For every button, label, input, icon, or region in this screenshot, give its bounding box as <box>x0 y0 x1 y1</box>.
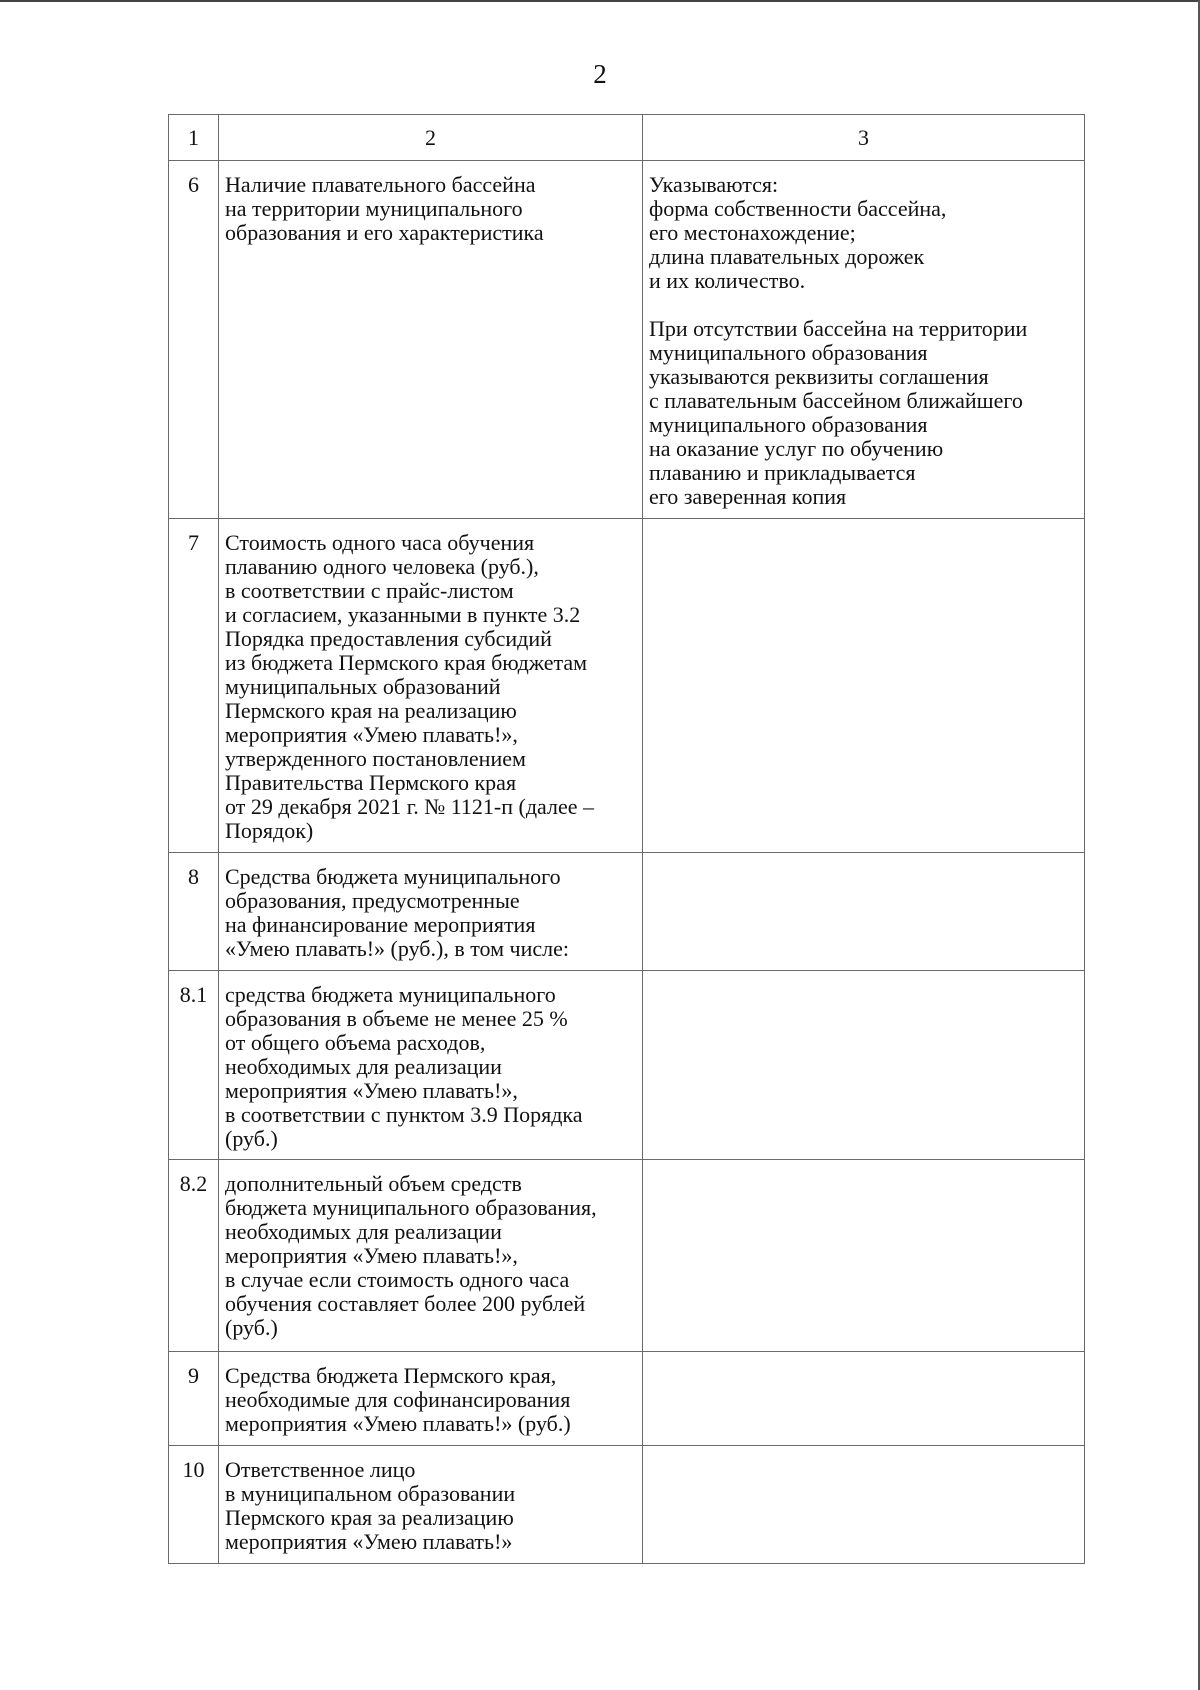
scan-edge-top <box>0 0 1200 2</box>
row-number: 6 <box>169 161 219 519</box>
paragraph-gap <box>649 293 1078 317</box>
table-row <box>169 1160 1085 1352</box>
row-indicator: Средства бюджета муниципального образования, предусмотренные на финансирование мероприятия «Умею плавать!» (руб.), в том числе: <box>219 853 643 971</box>
row-note-cell <box>643 161 1085 519</box>
row-indicator: Ответственное лицо в муниципальном образовании Пермского края за реализацию мероприятия «Умею плавать!» <box>219 1446 643 1564</box>
row-indicator: дополнительный объем средств бюджета муниципального образования, необходимых для реализации мероприятия «Умею плавать!», в случае если стоимость одного часа обучения составляет более 200 рублей (руб.) <box>219 1160 643 1352</box>
row-indicator: средства бюджета муниципального образования в объеме не менее 25 % от общего объема расходов, необходимых для реализации мероприятия «Умею плавать!», в соответствии с пунктом 3.9 Порядка (руб.) <box>219 971 643 1160</box>
table-row <box>169 161 1085 519</box>
form-table <box>168 114 1085 1564</box>
header-col-3: 3 <box>643 115 1085 161</box>
row-number: 9 <box>169 1352 219 1446</box>
table-row <box>169 971 1085 1160</box>
table-row <box>169 853 1085 971</box>
table-header-row <box>169 115 1085 161</box>
row-note-extra: При отсутствии бассейна на территории муниципального образования указываются реквизиты соглашения с плавательным бассейном ближайшего муниципального образования на оказание услуг по обучению плаванию и прикладывается его заверенная копия <box>649 316 1028 509</box>
row-number: 8 <box>169 853 219 971</box>
table-row <box>169 1352 1085 1446</box>
row-number: 7 <box>169 519 219 853</box>
row-indicator: Стоимость одного часа обучения плаванию одного человека (руб.), в соответствии с прайс-листом и согласием, указанными в пункте 3.2 Порядка предоставления субсидий из бюджета Пермского края бюджетам муниципальных образований Пермского края на реализацию мероприятия «Умею плавать!», утвержденного постановлением Правительства Пермского края от 29 декабря 2021 г. № 1121-п (далее – Порядок) <box>219 519 643 853</box>
table-row <box>169 1446 1085 1564</box>
row-indicator: Средства бюджета Пермского края, необходимые для софинансирования мероприятия «Умею плавать!» (руб.) <box>219 1352 643 1446</box>
page-number: 2 <box>593 59 607 89</box>
row-value-cell <box>643 519 1085 853</box>
row-value-cell <box>643 1352 1085 1446</box>
row-indicator: Наличие плавательного бассейна на территории муниципального образования и его характеристика <box>219 161 643 519</box>
row-number: 8.1 <box>169 971 219 1160</box>
row-value-cell <box>643 1446 1085 1564</box>
row-number: 8.2 <box>169 1160 219 1352</box>
row-number: 10 <box>169 1446 219 1564</box>
header-col-2: 2 <box>219 115 643 161</box>
table-row <box>169 519 1085 853</box>
row-value-cell <box>643 853 1085 971</box>
header-col-1: 1 <box>169 115 219 161</box>
row-value-cell <box>643 1160 1085 1352</box>
row-value-cell <box>643 971 1085 1160</box>
row-note: Указываются: форма собственности бассейна, его местонахождение; длина плавательных дорожек и их количество. <box>649 172 947 293</box>
